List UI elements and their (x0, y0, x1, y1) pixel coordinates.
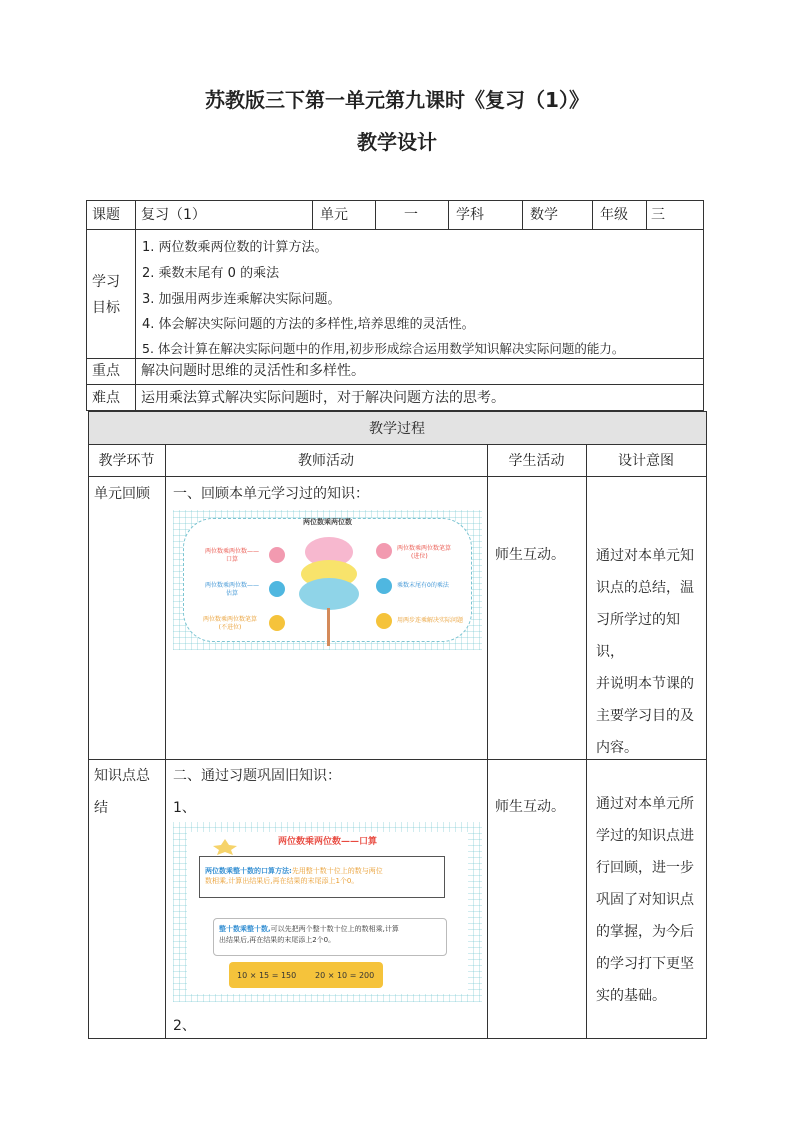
document-title: 苏教版三下第一单元第九课时《复习（1）》 (205, 88, 589, 112)
slide1-left-item: 两位数乘两位数—— 口算 (204, 548, 259, 563)
key-point-value: 解决问题时思维的灵活性和多样性。 (141, 363, 365, 379)
value-keti: 复习（1） (141, 207, 206, 223)
intent-line: 内容。 (596, 740, 638, 756)
music-icon (269, 547, 285, 563)
intent-line: 行回顾，进一步 (596, 860, 694, 876)
method2-text: 整十数乘整十数,可以先把两个整十数十位上的数相乘,计算 出结果后,再在结果的末尾添上2个0。 (219, 925, 399, 944)
row2-student: 师生互动。 (495, 799, 565, 815)
goal-item: 4. 体会解决实际问题的方法的多样性,培养思维的灵活性。 (142, 317, 475, 332)
intent-line: 学过的知识点进 (596, 828, 694, 844)
book-icon (376, 543, 392, 559)
label-nianji: 年级 (600, 207, 628, 223)
slide1-right-item: 用两步连乘解决实际问题 (397, 617, 464, 624)
intent-line: 并说明本节课的 (596, 676, 694, 692)
col-header-stage: 教学环节 (98, 453, 155, 469)
difficulty-value: 运用乘法算式解决实际问题时，对于解决问题方法的思考。 (141, 390, 505, 406)
col-header-student: 学生活动 (508, 453, 565, 469)
value-xueke: 数学 (530, 207, 558, 223)
row1-intent (596, 540, 706, 764)
row2-item2: 2、 (173, 1018, 196, 1034)
slide1-left-item: 两位数乘两位数笔算 (不进位) (202, 616, 257, 631)
row1-teacher-title: 一、回顾本单元学习过的知识： (173, 486, 369, 502)
intent-line: 习所学过的知识， (596, 612, 680, 660)
slide1-left-item: 两位数乘两位数—— 估算 (204, 582, 259, 597)
cotton-candy-illustration (289, 532, 369, 648)
value-danyuan: 一 (404, 207, 418, 223)
col-header-intent: 设计意图 (618, 453, 674, 469)
goal-item: 2. 乘数末尾有 0 的乘法 (142, 266, 280, 281)
row2-stage-line1: 知识点总 (94, 768, 150, 784)
target-icon (376, 613, 392, 629)
intent-line: 的学习打下更坚 (596, 956, 694, 972)
row1-stage: 单元回顾 (94, 486, 150, 502)
goal-item: 3. 加强用两步连乘解决实际问题。 (142, 292, 341, 307)
row1-student: 师生互动。 (495, 547, 565, 563)
intent-line: 的掌握，为今后 (596, 924, 694, 940)
slide1-right-item: 乘数末尾有0的乘法 (397, 582, 449, 589)
music-note-icon (269, 581, 285, 597)
intent-line: 实的基础。 (596, 988, 666, 1004)
intent-line: 巩固了对知识点 (596, 892, 694, 908)
goals-label-line2: 目标 (92, 300, 120, 316)
goal-item: 5. 体会计算在解决实际问题中的作用,初步形成综合运用数学知识解决实际问题的能力。 (142, 341, 625, 356)
equation-1: 10 × 15 = 150 (237, 971, 297, 980)
equation-2: 20 × 10 = 200 (315, 971, 375, 980)
method1-text: 两位数乘整十数的口算方法:先用整十数十位上的数与两位 数相乘,计算出结果后,再在结果的末尾添上1个0。 (205, 867, 383, 885)
slide2-title: 两位数乘两位数——口算 (277, 837, 377, 847)
goals-label-line1: 学习 (92, 274, 120, 290)
row2-intent (596, 788, 706, 1012)
label-keti: 课题 (92, 207, 120, 223)
intent-line: 主要学习目的及 (596, 708, 694, 724)
globe-icon (376, 578, 392, 594)
slide1-title: 两位数乘两位数 (303, 518, 352, 526)
intent-line: 识点的总结，温 (596, 580, 694, 596)
leaf-icon (269, 615, 285, 631)
row2-stage-line2: 结 (94, 800, 108, 816)
intent-line: 通过对本单元知 (596, 548, 694, 564)
value-nianji: 三 (651, 207, 665, 223)
col-header-teacher: 教师活动 (298, 453, 354, 469)
row2-item1: 1、 (173, 800, 196, 816)
label-xueke: 学科 (456, 207, 484, 223)
row2-teacher-title: 二、通过习题巩固旧知识： (173, 768, 341, 784)
document-subtitle: 教学设计 (357, 130, 437, 154)
difficulty-label: 难点 (92, 390, 120, 406)
slide-oral-calculation (173, 822, 482, 1002)
key-point-label: 重点 (92, 363, 120, 379)
goal-item: 1. 两位数乘两位数的计算方法。 (142, 240, 328, 255)
intent-line: 通过对本单元所 (596, 796, 694, 812)
slide-unit-review (173, 510, 482, 650)
label-danyuan: 单元 (320, 207, 348, 223)
process-title: 教学过程 (369, 421, 425, 437)
slide1-right-item: 两位数乘两位数笔算 (进位) (397, 545, 452, 560)
